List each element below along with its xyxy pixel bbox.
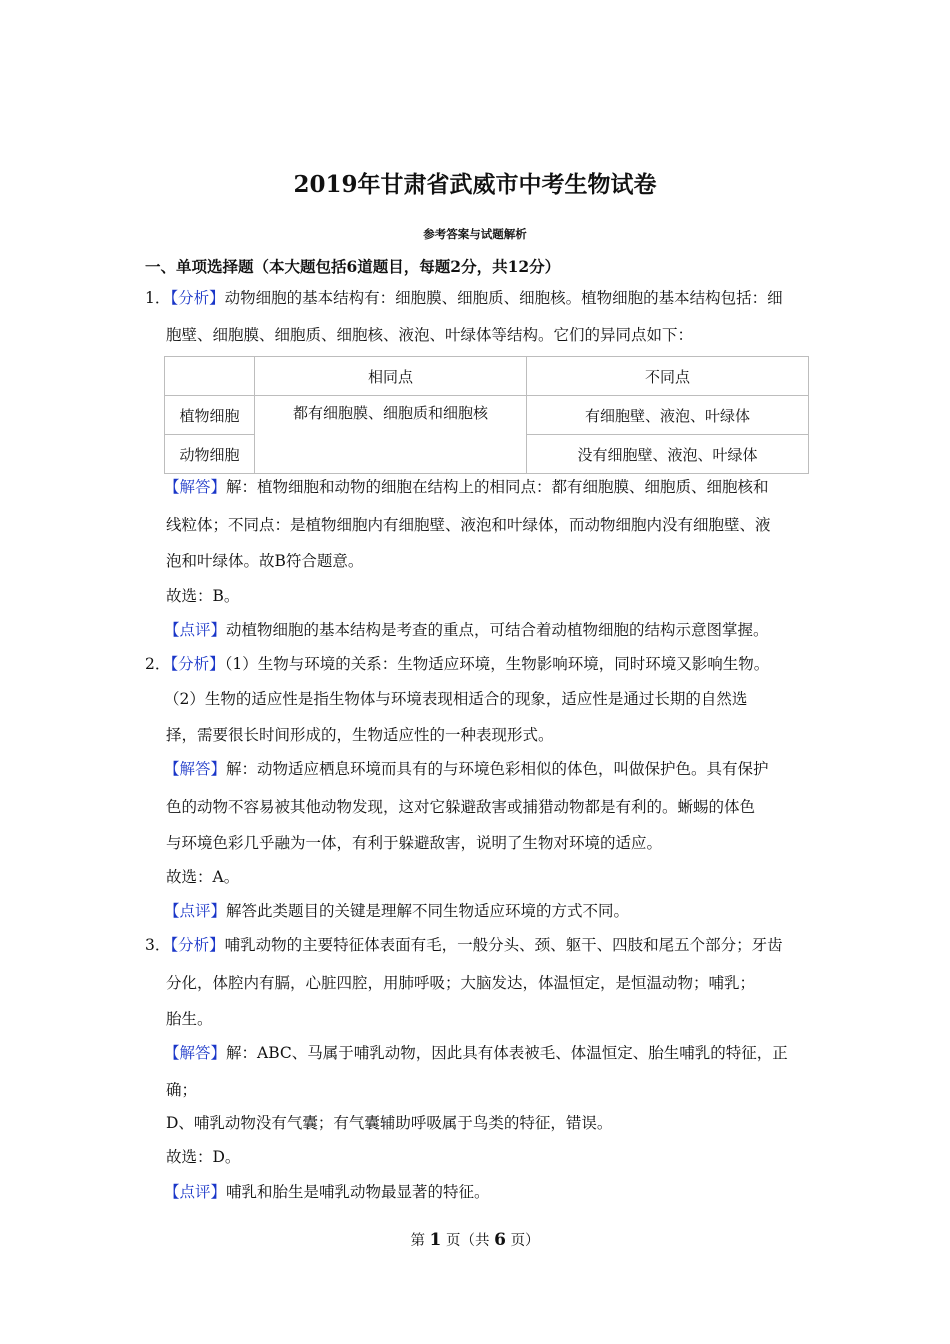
q1-comment-line <box>164 620 769 640</box>
q1-comment-tag: 【点评】 <box>164 621 227 639</box>
q3-comment-line <box>164 1182 490 1202</box>
q2-comment-text: 解答此类题目的关键是理解不同生物适应环境的方式不同。 <box>226 902 630 920</box>
q2-choice: 故选：A。 <box>166 868 240 886</box>
q2-answer-line-3: 与环境色彩几乎融为一体，有利于躲避敌害，说明了生物对环境的适应。 <box>166 834 663 852</box>
q3-answer-line-1 <box>164 1043 788 1063</box>
table-row <box>165 357 809 396</box>
table-row-label-animal: 动物细胞 <box>165 435 255 474</box>
q1-analysis-line-2: 胞壁、细胞膜、细胞质、细胞核、液泡、叶绿体等结构。它们的异同点如下： <box>166 326 694 344</box>
q3-analysis-line-1 <box>145 935 783 955</box>
page-footer <box>0 1229 950 1250</box>
table-header-diff: 不同点 <box>527 357 809 396</box>
q2-answer-text-1: 解：动物适应栖息环境而具有的与环境色彩相似的体色，叫做保护色。具有保护 <box>226 760 769 778</box>
q2-answer-line-2: 色的动物不容易被其他动物发现，这对它躲避敌害或捕猎动物都是有利的。蜥蜴的体色 <box>166 798 756 816</box>
q2-number: 2． <box>145 655 171 673</box>
q2-comment-line <box>164 901 629 921</box>
q2-analysis-line-1 <box>145 654 769 674</box>
table-row <box>165 396 809 435</box>
q1-answer-line-1 <box>164 477 769 497</box>
q1-analysis-line-1 <box>145 288 783 308</box>
page-subtitle: 参考答案与试题解析 <box>423 227 527 241</box>
page-title: 2019年甘肃省武威市中考生物试卷 <box>293 171 657 198</box>
q2-comment-tag: 【点评】 <box>164 902 227 920</box>
q3-analysis-tag: 【分析】 <box>170 936 225 954</box>
q1-choice: 故选：B。 <box>166 587 240 605</box>
q3-analysis-text-1: 哺乳动物的主要特征体表面有毛，一般分头、颈、躯干、四肢和尾五个部分；牙齿 <box>224 936 783 954</box>
q3-answer-tag: 【解答】 <box>164 1044 227 1062</box>
table-header-common: 相同点 <box>255 357 527 396</box>
q3-analysis-line-3: 胎生。 <box>166 1010 213 1028</box>
q1-number: 1． <box>145 289 171 307</box>
q3-comment-text: 哺乳和胎生是哺乳动物最显著的特征。 <box>226 1183 490 1201</box>
q1-analysis-tag: 【分析】 <box>170 289 225 307</box>
q3-comment-tag: 【点评】 <box>164 1183 227 1201</box>
footer-page-number: 1 <box>429 1230 442 1250</box>
table-cell-common: 都有细胞膜、细胞质和细胞核 <box>255 396 527 474</box>
q2-answer-line-1 <box>164 759 769 779</box>
table-header-empty <box>165 357 255 396</box>
footer-middle: 页（共 <box>446 1233 490 1249</box>
q3-answer-line-3: D、哺乳动物没有气囊；有气囊辅助呼吸属于鸟类的特征，错误。 <box>166 1114 613 1132</box>
table-cell-animal-diff: 没有细胞壁、液泡、叶绿体 <box>527 435 809 474</box>
table-row-label-plant: 植物细胞 <box>165 396 255 435</box>
q2-analysis-line-2: （2）生物的适应性是指生物体与环境表现相适合的现象，适应性是通过长期的自然选 <box>164 690 748 708</box>
section-heading: 一、单项选择题（本大题包括6道题目，每题2分，共12分） <box>145 257 561 276</box>
q3-answer-text-1: 解：ABC、马属于哺乳动物，因此具有体表被毛、体温恒定、胎生哺乳的特征，正 <box>226 1044 788 1062</box>
q1-answer-line-3: 泡和叶绿体。故B符合题意。 <box>166 552 364 570</box>
q1-comment-text: 动植物细胞的基本结构是考查的重点，可结合着动植物细胞的结构示意图掌握。 <box>226 621 769 639</box>
footer-prefix: 第 <box>410 1233 425 1249</box>
q2-analysis-tag: 【分析】 <box>170 655 225 673</box>
q1-analysis-text-1: 动物细胞的基本结构有：细胞膜、细胞质、细胞核。植物细胞的基本结构包括：细 <box>224 289 783 307</box>
footer-total-pages: 6 <box>494 1230 506 1250</box>
q2-answer-tag: 【解答】 <box>164 760 227 778</box>
footer-suffix: 页） <box>510 1233 540 1249</box>
q3-answer-line-2: 确； <box>166 1081 198 1099</box>
table-cell-plant-diff: 有细胞壁、液泡、叶绿体 <box>527 396 809 435</box>
q1-answer-line-2: 线粒体；不同点：是植物细胞内有细胞壁、液泡和叶绿体，而动物细胞内没有细胞壁、液 <box>166 516 771 534</box>
q2-analysis-text-1: （1）生物与环境的关系：生物适应环境，生物影响环境，同时环境又影响生物。 <box>224 655 770 673</box>
q1-answer-text-1: 解：植物细胞和动物的细胞在结构上的相同点：都有细胞膜、细胞质、细胞核和 <box>226 478 769 496</box>
q1-answer-tag: 【解答】 <box>164 478 227 496</box>
q3-analysis-line-2: 分化，体腔内有膈，心脏四腔，用肺呼吸；大脑发达，体温恒定，是恒温动物；哺乳； <box>166 974 756 992</box>
cell-comparison-table <box>164 356 809 474</box>
q3-choice: 故选：D。 <box>166 1148 241 1166</box>
q3-number: 3． <box>145 936 171 954</box>
q2-analysis-line-3: 择，需要很长时间形成的，生物适应性的一种表现形式。 <box>166 726 554 744</box>
